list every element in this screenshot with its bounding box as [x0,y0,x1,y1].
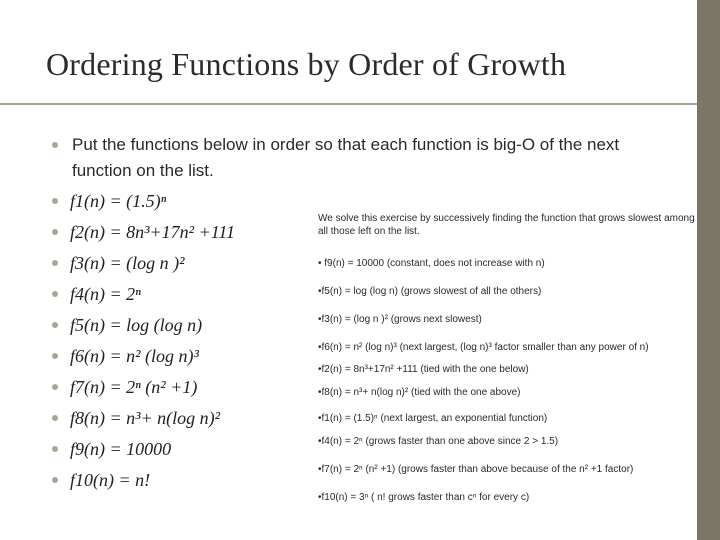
bullet-icon [52,446,58,452]
ordering-item: •f2(n) = 8n³+17n² +111 (tied with the one below) [318,364,529,375]
function-text: f8(n) = n³+ n(log n)² [70,408,221,428]
ordering-item: •f3(n) = (log n )² (grows next slowest) [318,314,482,325]
ordering-list [318,258,703,503]
ordering-item: •f1(n) = (1.5)ⁿ (next largest, an exponential function) [318,413,548,424]
intro-text: Put the functions below in order so that each function is big-O of the next function on the list. [72,135,620,180]
function-text: f7(n) = 2ⁿ (n² +1) [70,377,198,397]
list-item [52,248,312,279]
bullet-icon [52,229,58,235]
ordering-item: •f4(n) = 2ⁿ (grows faster than one above since 2 > 1.5) [318,436,559,447]
function-text: f10(n) = n! [70,470,151,490]
list-item [52,372,312,403]
bullet-icon [52,260,58,266]
list-item [52,341,312,372]
function-text: f4(n) = 2ⁿ [70,284,141,304]
function-text: f3(n) = (log n )² [70,253,185,273]
ordering-item: •f6(n) = n² (log n)³ (next largest, (log n)³ factor smaller than any power of n) [318,342,649,353]
ordering-item: •f10(n) = 3ⁿ ( n! grows faster than cⁿ for every c) [318,492,530,503]
list-item [52,217,312,248]
bullet-icon [52,322,58,328]
function-text: f6(n) = n² (log n)³ [70,346,199,366]
list-item [52,434,312,465]
list-item [52,310,312,341]
bullet-icon [52,198,58,204]
list-item [52,403,312,434]
list-item [52,465,312,496]
function-text: f5(n) = log (log n) [70,315,203,335]
bullet-icon [52,353,58,359]
title-divider [0,103,697,105]
list-item [52,279,312,310]
bullet-icon [52,384,58,390]
function-text: f2(n) = 8n³+17n² +111 [70,222,236,242]
ordering-item: • f9(n) = 10000 (constant, does not increase with n) [318,258,545,269]
bullet-icon [52,142,58,148]
explanation-text: We solve this exercise by successively finding the function that grows slowest among all those left on the list. [318,213,695,237]
slide-title: Ordering Functions by Order of Growth [46,46,567,82]
list-item [52,186,312,217]
bullet-icon [52,477,58,483]
ordering-item: •f5(n) = log (log n) (grows slowest of all the others) [318,286,542,297]
ordering-item: •f7(n) = 2ⁿ (n² +1) (grows faster than above because of the n² +1 factor) [318,464,634,475]
function-text: f1(n) = (1.5)ⁿ [70,191,167,211]
bullet-icon [52,415,58,421]
intro-bullet [52,132,672,184]
bullet-icon [52,291,58,297]
ordering-item: •f8(n) = n³+ n(log n)² (tied with the one above) [318,387,521,398]
function-text: f9(n) = 10000 [70,439,172,459]
function-list [52,186,312,496]
